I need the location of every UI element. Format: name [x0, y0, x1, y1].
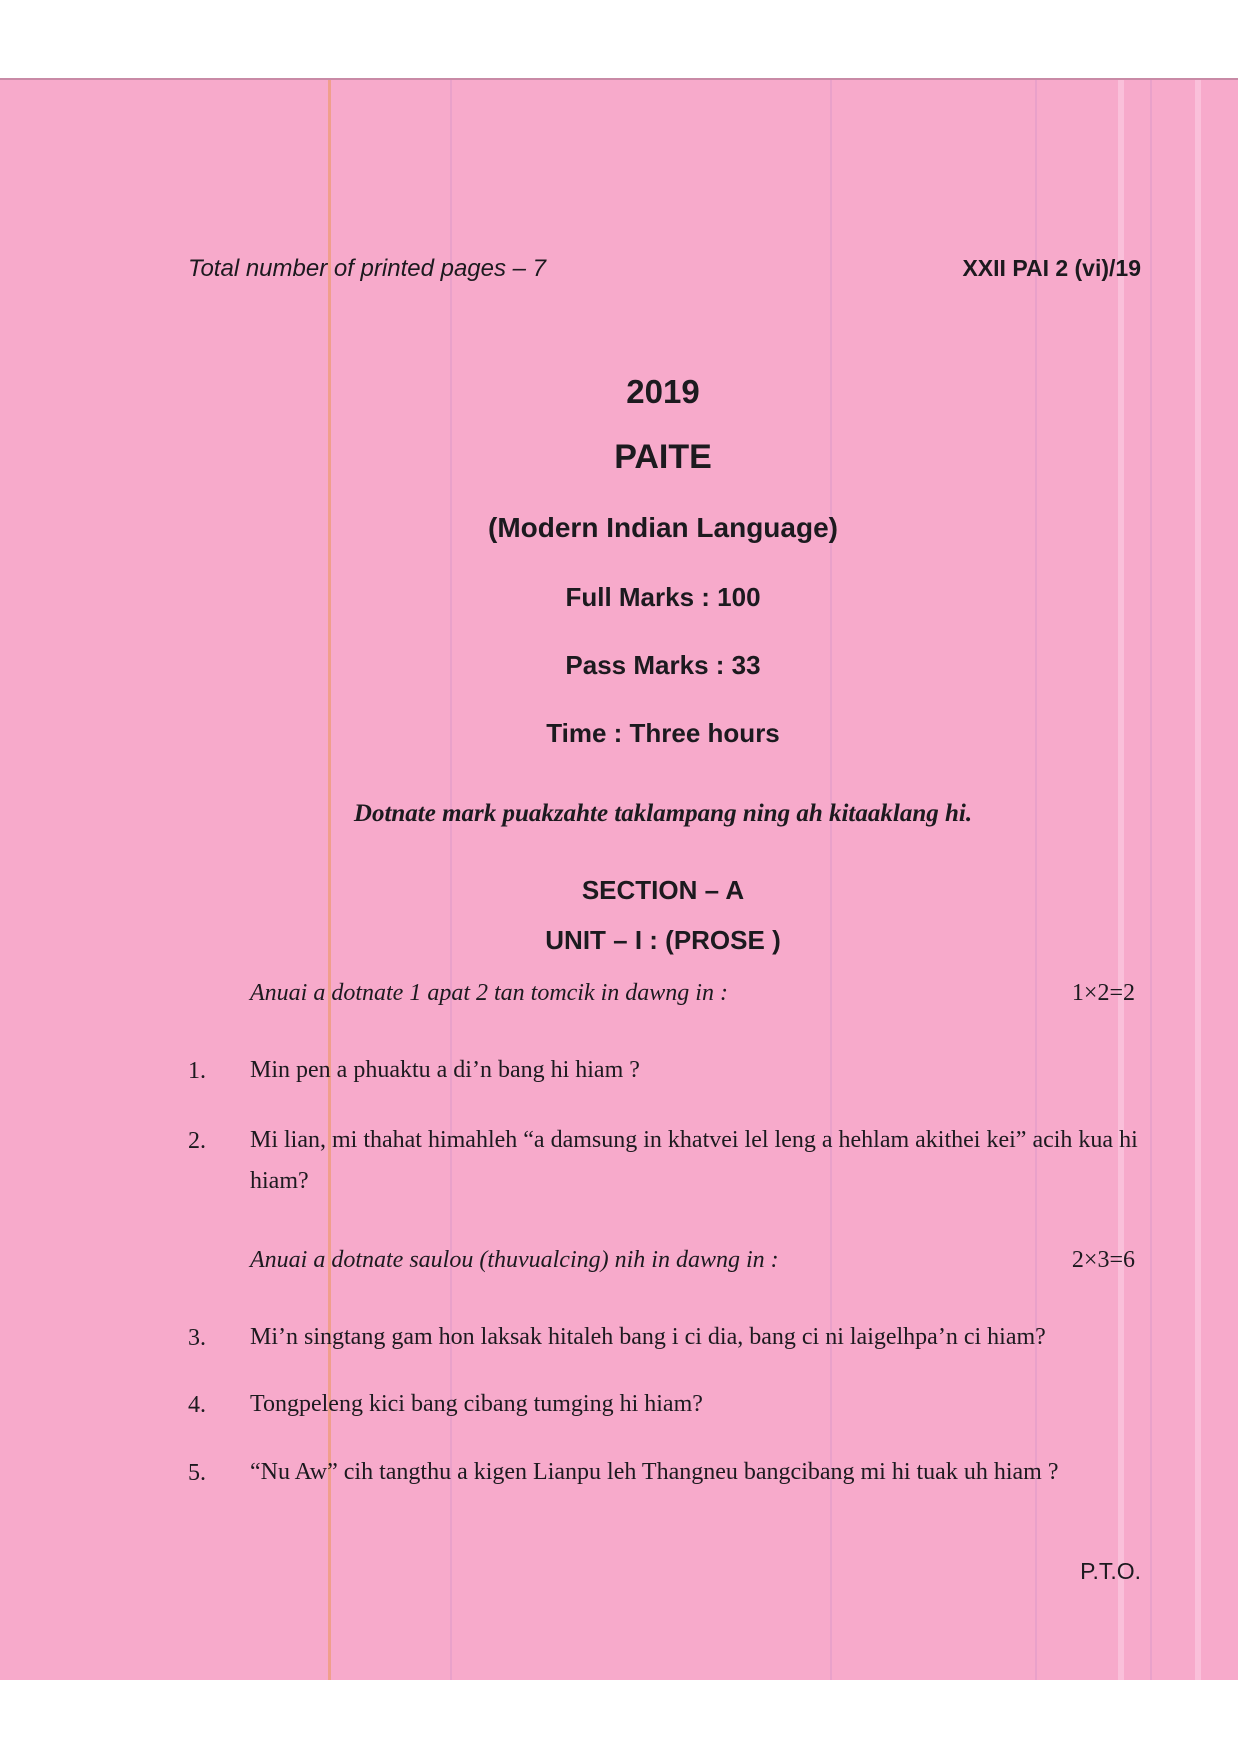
marks-note: Dotnate mark puakzahte taklampang ning ah kitaaklang hi.: [353, 800, 973, 827]
printed-pages-note: Total number of printed pages – 7: [188, 255, 547, 282]
time-allowed: Time : Three hours: [546, 718, 780, 748]
full-marks: Full Marks : 100: [565, 582, 761, 612]
exam-year: 2019: [626, 373, 700, 410]
group-marks: 2×3=6: [1071, 1247, 1135, 1273]
subject-title: PAITE: [614, 438, 712, 476]
question-text: Min pen a phuaktu a di’n bang hi hiam ?: [250, 1057, 640, 1083]
question-number: 2.: [188, 1128, 206, 1154]
group-marks: 1×2=2: [1071, 980, 1135, 1006]
question-number: 4.: [188, 1392, 206, 1418]
question-number: 3.: [188, 1325, 206, 1351]
question-text: Tongpeleng kici bang cibang tumging hi hiam?: [250, 1391, 703, 1417]
group-instruction: Anuai a dotnate 1 apat 2 tan tomcik in dawng in :: [250, 980, 728, 1006]
question-text: Mi lian, mi thahat himahleh “a damsung in khatvei lel leng a hehlam akithei kei” acih kua hi hiam?: [250, 1127, 1138, 1194]
group-instruction: Anuai a dotnate saulou (thuvualcing) nih in dawng in :: [250, 1247, 779, 1273]
question-text: “Nu Aw” cih tangthu a kigen Lianpu leh Thangneu bangcibang mi hi tuak uh hiam ?: [250, 1459, 1059, 1485]
section-heading: SECTION – A: [581, 875, 745, 905]
unit-heading: UNIT – I : (PROSE ): [545, 925, 781, 955]
question-number: 1.: [188, 1058, 206, 1084]
exam-paper-sheet: [0, 78, 1238, 1680]
question-number: 5.: [188, 1460, 206, 1486]
paper-code: XXII PAI 2 (vi)/19: [962, 255, 1141, 281]
subject-category: (Modern Indian Language): [488, 512, 838, 543]
pass-marks: Pass Marks : 33: [565, 650, 761, 680]
please-turn-over: P.T.O.: [1080, 1558, 1141, 1584]
question-text: Mi’n singtang gam hon laksak hitaleh bang i ci dia, bang ci ni laigelhpa’n ci hiam?: [250, 1324, 1046, 1350]
